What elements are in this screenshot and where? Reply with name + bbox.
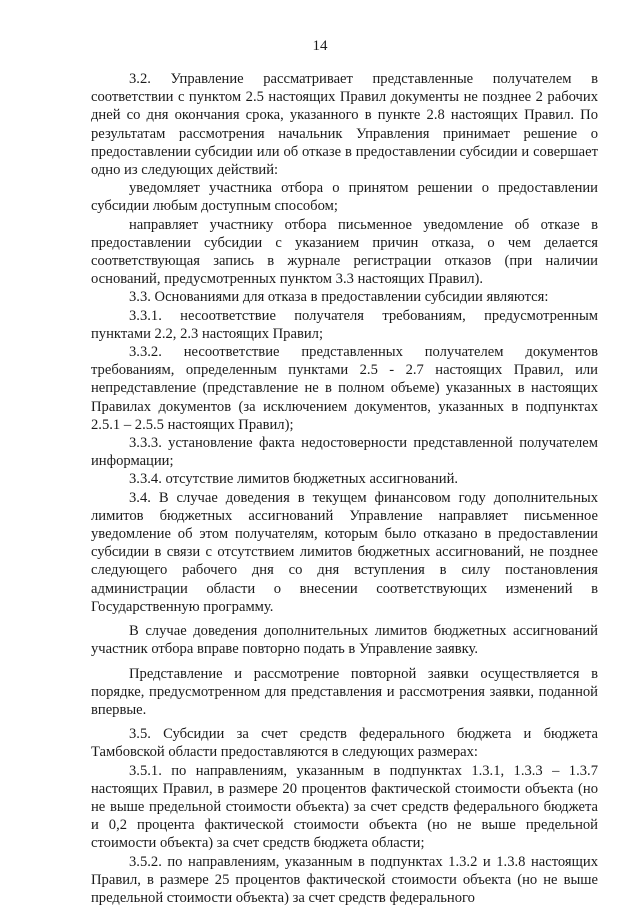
paragraph-notify-approval: уведомляет участника отбора о принятом решении о предоставлении субсидии любым доступным способом; (91, 180, 598, 215)
paragraph-3-3-4: 3.3.4. отсутствие лимитов бюджетных ассигнований. (129, 471, 459, 488)
paragraph-3-3-3: 3.3.3. установление факта недостоверности представленной получателем информации; (91, 435, 598, 470)
paragraph-3-3: 3.3. Основаниями для отказа в предоставлении субсидии являются: (129, 289, 549, 306)
paragraph-additional-limits: В случае доведения дополнительных лимитов бюджетных ассигнований участник отбора вправе повторно подать в Управление заявку. (91, 623, 598, 658)
paragraph-3-5-2: 3.5.2. по направлениям, указанным в подпунктах 1.3.2 и 1.3.8 настоящих Правил, в размере 25 процентов фактической стоимости объекта (но не выше предельной стоимости объекта) за счет средств федерального (91, 853, 598, 906)
paragraph-3-2: 3.2. Управление рассматривает представленные получателем в соответствии с пунктом 2.5 настоящих Правил документы не позднее 2 рабочих дней со дня окончания срока, указанного в пункте 2.8 настоящих Правил. По результатам рассмотрения начальник Управления принимает решение о предоставлении субсидии или об отказе в предоставлении субсидии и совершает одно из следующих действий: (91, 71, 598, 179)
paragraph-3-4: 3.4. В случае доведения в текущем финансовом году дополнительных лимитов бюджетных ассигнований Управление направляет письменное уведомление об этом получателям, которым было отказано в предоставлении субсидии в связи с отсутствием лимитов бюджетных ассигнований, не позднее следующего рабочего дня со дня вступления в силу постановления администрации области о внесении соответствующих изменений в Государственную программу. (91, 489, 598, 615)
paragraph-3-5-1: 3.5.1. по направлениям, указанным в подпунктах 1.3.1, 1.3.3 – 1.3.7 настоящих Правил, в размере 20 процентов фактической стоимости объекта (но не выше предельной стоимости объекта) за счет средств федерального бюджета и 0,2 процента фактической стоимости объекта (но не выше предельной стоимости объекта) за счет средств бюджета области; (91, 762, 598, 852)
paragraph-repeat-application: Представление и рассмотрение повторной заявки осуществляется в порядке, предусмотренном для представления и рассмотрения заявки, поданной впервые. (91, 665, 598, 718)
page-number: 14 (312, 38, 328, 54)
paragraph-3-3-2: 3.3.2. несоответствие представленных получателем документов требованиям, определенным пунктами 2.5 - 2.7 настоящих Правил, или непредставление (представление не в полном объеме) указанных в настоящих Правилах документов (за исключением документов, указанных в подпунктах 2.5.1 – 2.5.5 настоящих Правил); (91, 344, 598, 433)
paragraph-3-5: 3.5. Субсидии за счет средств федерального бюджета и бюджета Тамбовской области предоставляются в следующих размерах: (91, 726, 598, 761)
paragraph-3-3-1: 3.3.1. несоответствие получателя требованиям, предусмотренным пунктами 2.2, 2.3 настоящих Правил; (91, 307, 598, 342)
paragraph-notify-refusal: направляет участнику отбора письменное уведомление об отказе в предоставлении субсидии с указанием причин отказа, о чем делается соответствующая запись в журнале регистрации отказов (при наличии оснований, предусмотренных пунктом 3.3 настоящих Правил). (91, 216, 598, 288)
document-body (91, 70, 598, 907)
